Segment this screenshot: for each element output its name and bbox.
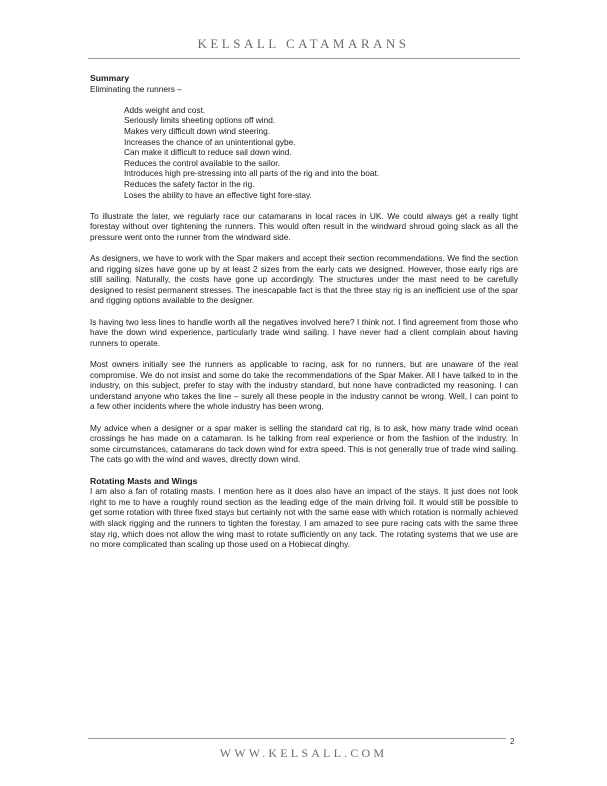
list-item: Adds weight and cost. <box>124 104 206 115</box>
list-item: Introduces high pre-stressing into all parts of the rig and into the boat. <box>124 168 380 179</box>
list-item: Loses the ability to have an effective tight fore-stay. <box>124 189 312 200</box>
document-body <box>90 73 518 560</box>
list-item: Makes very difficult down wind steering. <box>124 125 271 136</box>
body-paragraph: To illustrate the later, we regularly race our catamarans in local races in UK. We could always get a really tight forestay without over tightening the runners. This would often result in the windward shroud going slack as all the pressure went onto the runner from the windward side. <box>90 210 518 242</box>
body-paragraph: As designers, we have to work with the Spar makers and accept their section recommendations. We find the section and rigging sizes have gone up by at least 2 sizes from the early cats we designed. However, those early rigs are still sailing. Naturally, the costs have gone up accordingly. The structures under the mast need to be carefully designed to resist permanent stresses. The inescapable fact is that the three stay rig is an inefficient use of the spar and rigging options available to the designer. <box>90 253 518 306</box>
header-divider <box>88 58 520 59</box>
body-paragraph: My advice when a designer or a spar maker is selling the standard cat rig, is to ask, how many trade wind ocean crossings he has made on a catamaran. Is he talking from real experience or from the fashion of the industry. In some circumstances, catamarans do tack down wind for extra speed. This is not generally true of trade wind sailing. The cats go with the wind and waves, directly down wind. <box>90 422 518 465</box>
list-item: Reduces the control available to the sailor. <box>124 157 280 168</box>
summary-intro: Eliminating the runners – <box>90 83 182 94</box>
summary-list <box>90 105 518 200</box>
body-paragraph: Is having two less lines to handle worth all the negatives involved here? I think not. I find agreement from those who have the down wind experience, particularly trade wind sailing. I have never had a client complain about having runners to operate. <box>90 316 518 348</box>
rotating-heading: Rotating Masts and Wings <box>90 475 198 486</box>
footer-url: WWW.KELSALL.COM <box>219 746 388 760</box>
body-paragraph: Most owners initially see the runners as applicable to racing, ask for no runners, but are unaware of the real compromise. We do not insist and some do take the recommendations of the Spar Maker. All I have talked to in the industry, on this subject, prefer to stay with the industry standard, but none have contradicted my reasoning. I can understand anyone who takes the line – surely all these people in the industry cannot be wrong. Well, I can point to a few other incidents where the whole industry has been wrong. <box>90 359 518 412</box>
list-item: Reduces the safety factor in the rig. <box>124 178 255 189</box>
list-item: Increases the chance of an unintentional gybe. <box>124 136 296 147</box>
list-item: Seriously limits sheeting options off wind. <box>124 115 276 126</box>
summary-heading: Summary <box>90 73 130 83</box>
rotating-paragraph: I am also a fan of rotating masts. I mention here as it does also have an impact of the stays. It just does not look right to me to have a roughly round section as the leading edge of the main driving foil. It would still be possible to get some rotation with three fixed stays but certainly not with the same ease with which rotation is normally achieved with slack rigging and the runners to tighten the forestay. I am amazed to see pure racing cats with the same three stay rig, which does not allow the wing mast to rotate sufficiently on any tack. The rotating systems that we use are no more complicated than scaling up those used on a Hobiecat dinghy. <box>90 486 518 550</box>
footer-divider <box>88 738 506 739</box>
list-item: Can make it difficult to reduce sail down wind. <box>124 147 292 158</box>
page-number: 2 <box>510 737 515 746</box>
header-title: KELSALL CATAMARANS <box>197 36 410 51</box>
